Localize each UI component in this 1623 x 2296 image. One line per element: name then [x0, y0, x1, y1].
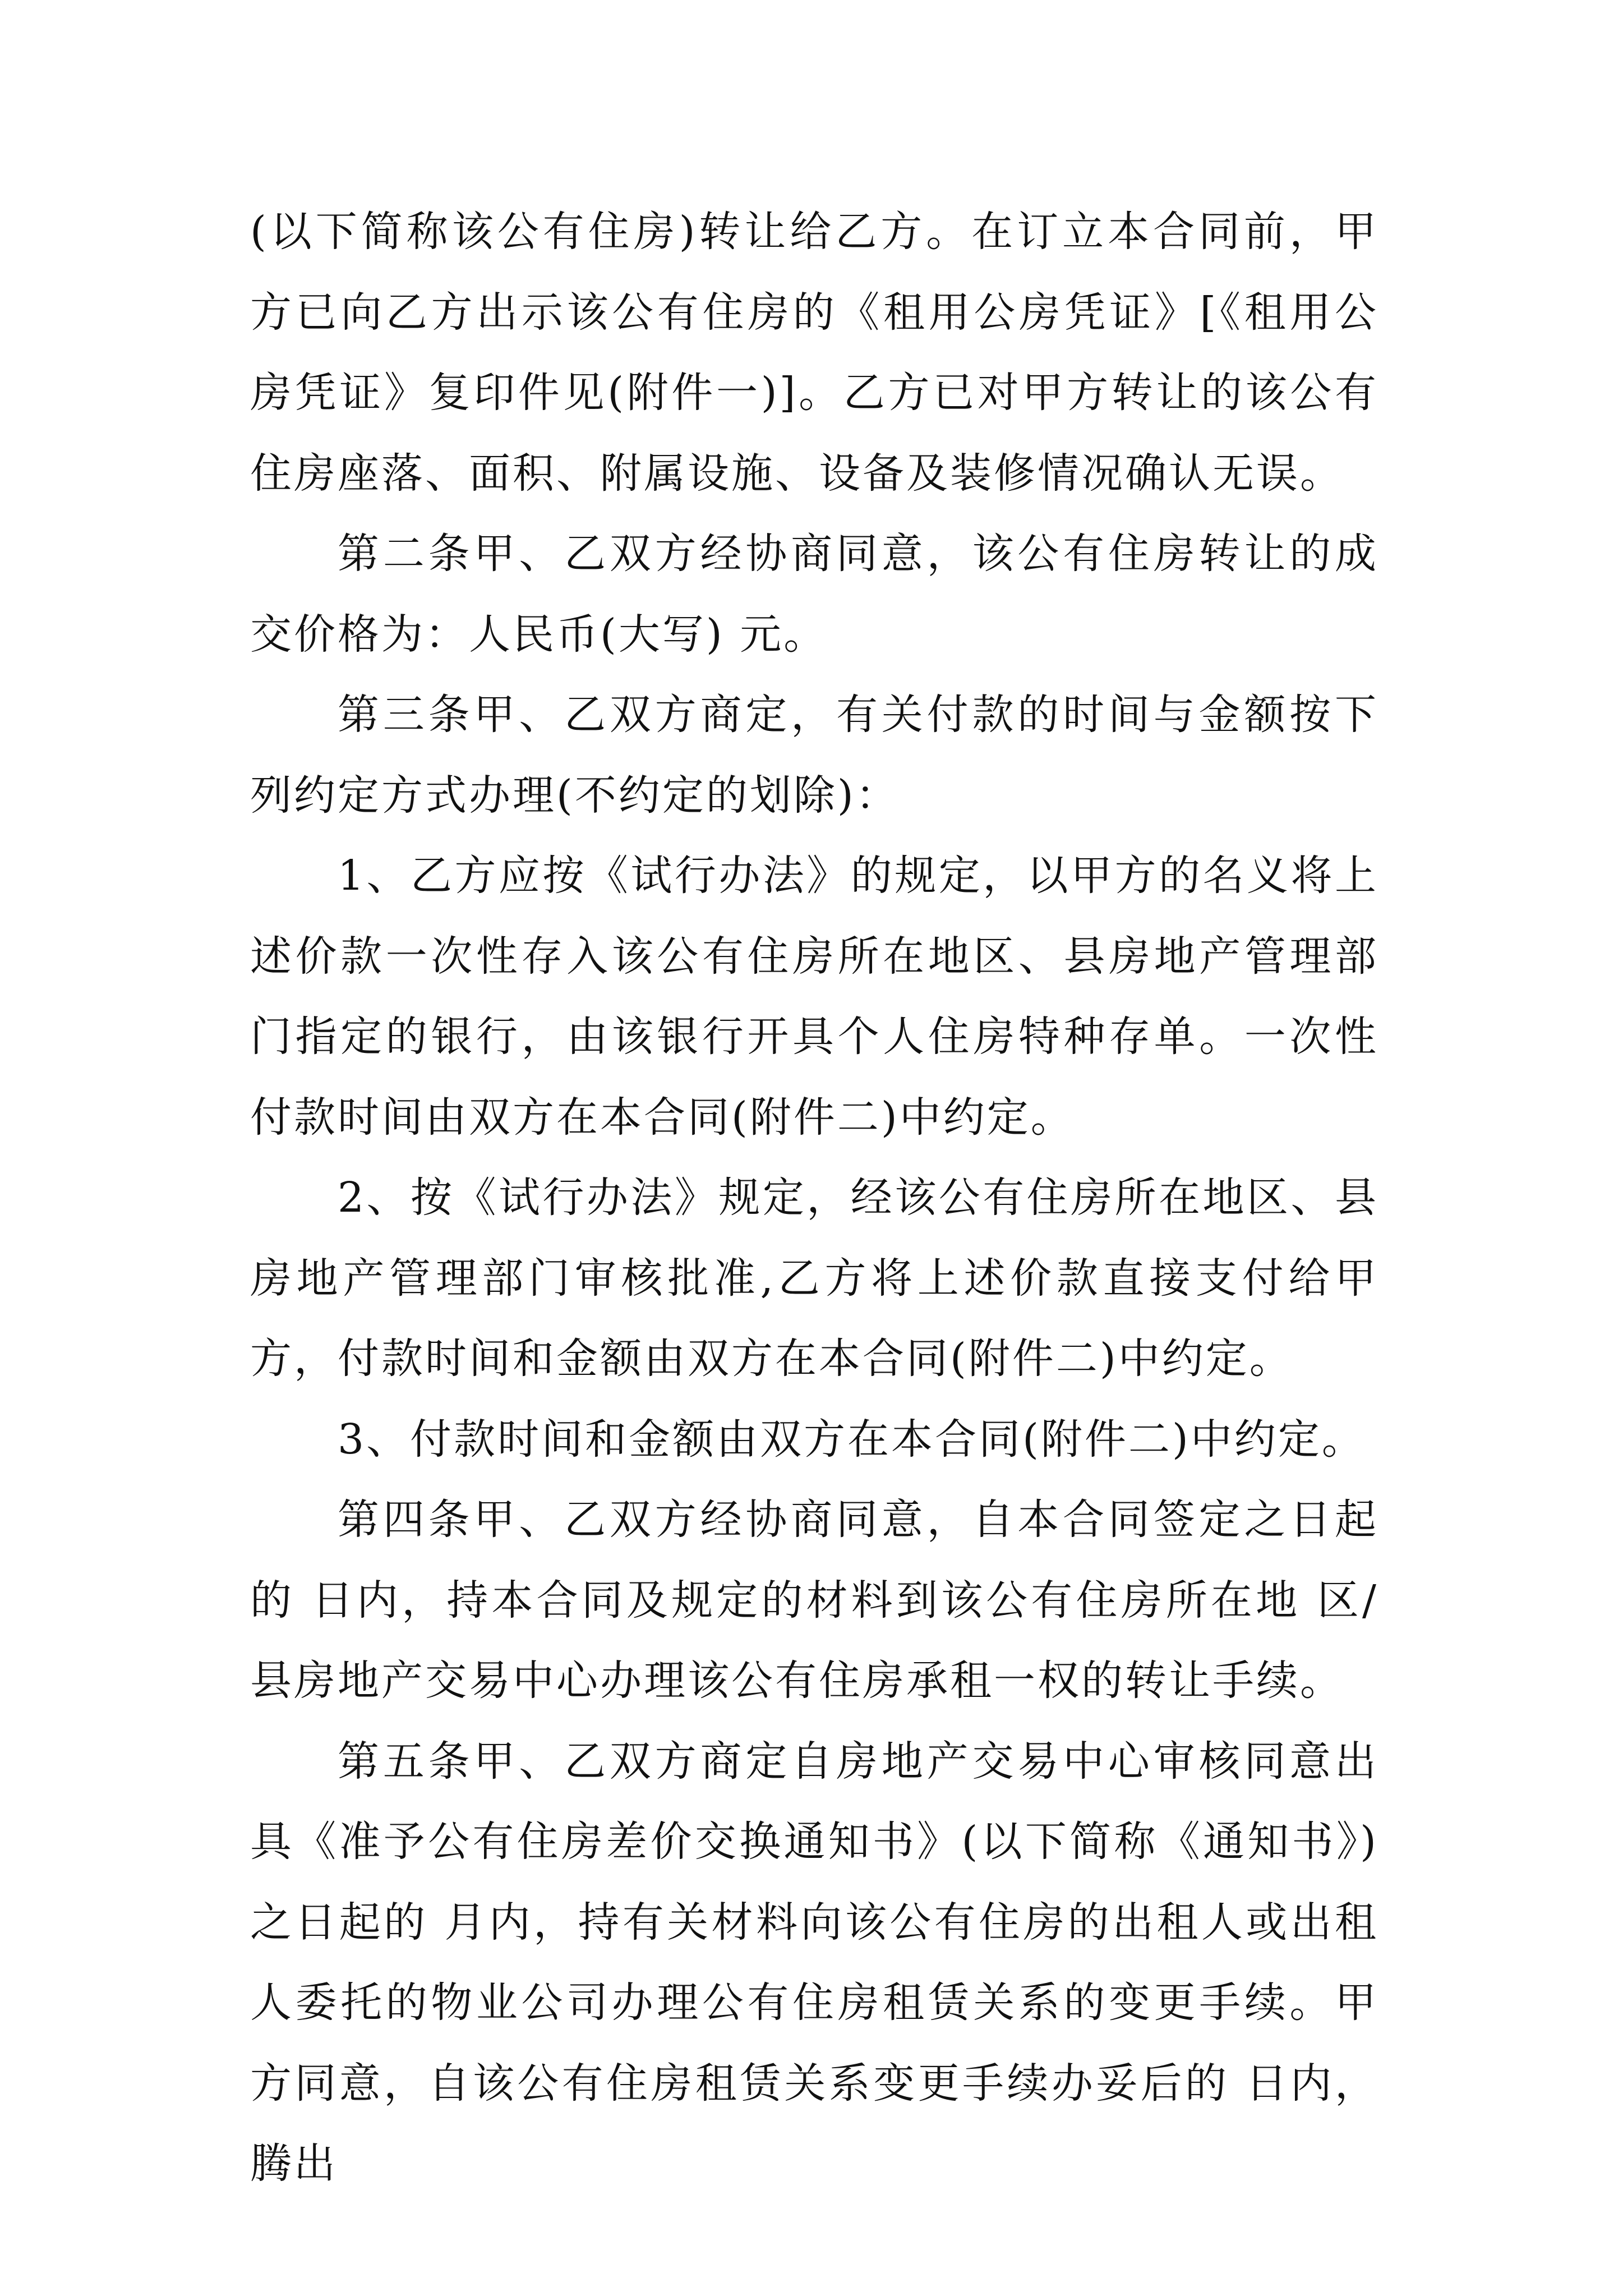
contract-body	[250, 192, 1378, 2205]
paragraph-continuation: (以下简称该公有住房)转让给乙方。在订立本合同前，甲方已向乙方出示该公有住房的《租用公房凭证》[《租用公房凭证》复印件见(附件一)]。乙方已对甲方转让的该公有住房座落、面积、附属设施、设备及装修情况确认无误。	[250, 208, 1378, 498]
paragraph-article-4: 第四条甲、乙双方经协商同意，自本合同签定之日起的 日内，持本合同及规定的材料到该公有住房所在地 区/县房地产交易中心办理该公有住房承租一权的转让手续。	[250, 1496, 1378, 1705]
paragraph-clause-3: 3、付款时间和金额由双方在本合同(附件二)中约定。	[338, 1415, 1366, 1464]
paragraph-clause-2: 2、按《试行办法》规定，经该公有住房所在地区、县房地产管理部门审核批准,乙方将上述价款直接支付给甲方，付款时间和金额由双方在本合同(附件二)中约定。	[250, 1174, 1378, 1383]
paragraph-clause-1: 1、乙方应按《试行办法》的规定，以甲方的名义将上述价款一次性存入该公有住房所在地区、县房地产管理部门指定的银行，由该银行开具个人住房特种存单。一次性付款时间由双方在本合同(附件二)中约定。	[250, 852, 1378, 1142]
paragraph-article-3: 第三条甲、乙双方商定，有关付款的时间与金额按下列约定方式办理(不约定的划除)：	[250, 691, 1378, 820]
paragraph-article-2: 第二条甲、乙双方经协商同意，该公有住房转让的成交价格为：人民币(大写) 元。	[250, 530, 1378, 659]
paragraph-article-5: 第五条甲、乙双方商定自房地产交易中心审核同意出具《准予公有住房差价交换通知书》(以下简称《通知书》)之日起的 月内，持有关材料向该公有住房的出租人或出租人委托的物业公司办理公有住房租赁关系的变更手续。甲方同意，自该公有住房租赁关系变更手续办妥后的 日内，腾出	[250, 1737, 1378, 2188]
